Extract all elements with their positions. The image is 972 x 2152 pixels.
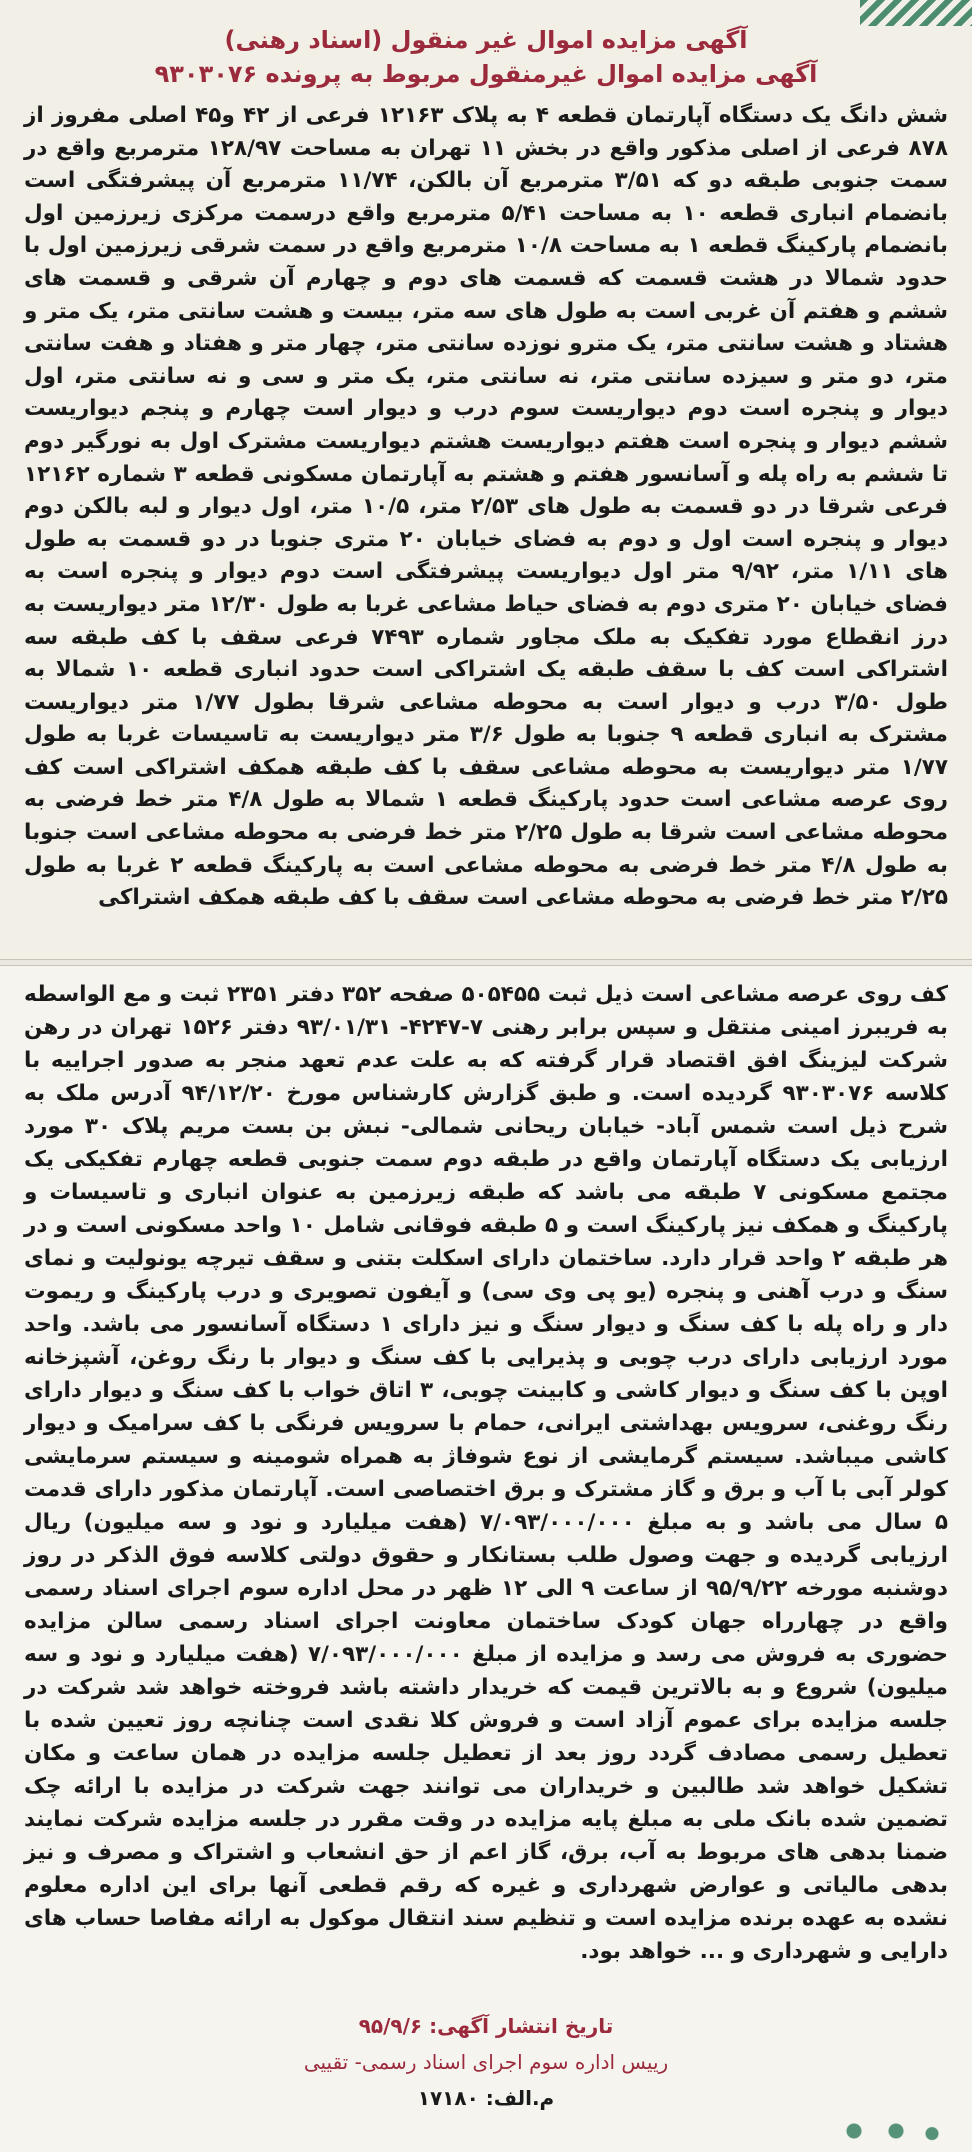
decorative-bottom-ornament — [830, 2118, 950, 2144]
notice-title: آگهی مزایده اموال غیر منقول (اسناد رهنی) — [224, 26, 748, 54]
signature: رییس اداره سوم اجرای اسناد رسمی- تقییی — [303, 2050, 669, 2074]
newspaper-clip-top — [0, 0, 972, 960]
decorative-corner-ornament — [860, 0, 972, 26]
notice-body-part-two: کف روی عرصه مشاعی است ذیل ثبت ۵۰۵۴۵۵ صفحه ۳۵۲ دفتر ۲۳۵۱ ثبت و مع الواسطه به فریبرز امینی منتقل و سپس برابر رهنی ۷-۴۲۴۷- ۹۳/۰۱/۳۱ دفتر ۱۵۲۶ تهران در رهن شرکت لیزینگ افق اقتصاد قرار گرفته که به علت عدم تعهد منجر به صدور اجراییه با کلاسه ۹۳۰۳۰۷۶ گردیده است. و طبق گزارش کارشناس مورخ ۹۴/۱۲/۲۰ آدرس ملک به شرح ذیل است شمس آباد- خیابان ریحانی شمالی- نبش بن بست مریم پلاک ۳۰ مورد ارزیابی یک دستگاه آپارتمان واقع در طبقه دوم سمت جنوبی قطعه چهارم تفکیکی یک مجتمع مسکونی ۷ طبقه می باشد که طبقه زیرزمین به عنوان انباری و تاسیسات و پارکینگ و همکف نیز پارکینگ است و ۵ طبقه فوقانی شامل ۱۰ واحد مسکونی است و در هر طبقه ۲ واحد قرار دارد. ساختمان دارای اسکلت بتنی و سقف تیرچه یونولیت و نمای سنگ و درب آهنی و پنجره (یو پی وی سی) و آیفون تصویری و درب پارکینگ و ریموت دار و راه پله با کف سنگ و دیوار سنگ و نیز دارای ۱ دستگاه آسانسور می باشد. واحد مورد ارزیابی دارای درب چوبی و پذیرایی با کف سنگ و دیوار با رنگ روغن، آشپزخانه اوپن با کف سنگ و دیوار کاشی و کابینت چوبی، ۳ اتاق خواب با کف سنگ و دیوار دارای رنگ روغنی، سرویس بهداشتی ایرانی، حمام با سرویس فرنگی با کف سرامیک و دیوار کاشی میباشد. سیستم گرمایشی از نوع شوفاژ به همراه شومینه و سیستم سرمایشی کولر آبی با آب و برق و گاز مشترک و برق اختصاصی است. آپارتمان مذکور دارای قدمت ۵ سال می باشد و به مبلغ ۷/۰۹۳/۰۰۰/۰۰۰ (هفت میلیارد و نود و سه میلیون) ریال ارزیابی گردیده و جهت وصول طلب بستانکار و حقوق دولتی کلاسه فوق الذکر در روز دوشنبه مورخه ۹۵/۹/۲۲ از ساعت ۹ الی ۱۲ ظهر در محل اداره سوم اجرای اسناد رسمی واقع در چهارراه جهان کودک ساختمان معاونت اجرای اسناد رسمی سالن مزایده حضوری به فروش می رسد و مزایده از مبلغ ۷/۰۹۳/۰۰۰/۰۰۰ (هفت میلیارد و نود و سه میلیون) شروع و به بالاترین قیمت که خریدار داشته باشد فروخته خواهد شد شرکت در جلسه مزایده برای عموم آزاد است و فروش کلا نقدی است چنانچه روز تعیین شده با تعطیل رسمی مصادف گردد روز بعد از تعطیل جلسه مزایده در همان ساعت و مکان تشکیل خواهد شد طالبین و خریداران می توانند جهت شرکت در مزایده با ارائه چک تضمین شده بانک ملی به مبلغ پایه مزایده در وقت مقرر در جلسه مزایده شرکت نمایند ضمنا بدهی های مربوط به آب، برق، گاز اعم از حق انشعاب و اشتراک و مصرف و نیز بدهی مالیاتی و عوارض شهرداری و غیره که رقم قطعی آنها برای این اداره معلوم نشده به عهده برنده مزایده است و تنظیم سند انتقال موکول به ارائه مفاصا حساب های دارایی و شهرداری و ... خواهد بود. — [24, 982, 948, 1964]
reference-code: م.الف: ۱۷۱۸۰ — [417, 2086, 555, 2110]
notice-subtitle: آگهی مزایده اموال غیرمنقول مربوط به پرونده ۹۳۰۳۰۷۶ — [154, 60, 818, 88]
notice-body-part-one: شش دانگ یک دستگاه آپارتمان قطعه ۴ به پلاک ۱۲۱۶۳ فرعی از ۴۲ و۴۵ اصلی مفروز از ۸۷۸ فرعی از اصلی مذکور واقع در بخش ۱۱ تهران به مساحت ۱۲۸/۹۷ مترمربع واقع در سمت جنوبی طبقه دو که ۳/۵۱ مترمربع آن بالکن، ۱۱/۷۴ مترمربع آن پیشرفتگی است بانضمام انباری قطعه ۱۰ به مساحت ۵/۴۱ مترمربع واقع درسمت مرکزی زیرزمین اول بانضمام پارکینگ قطعه ۱ به مساحت ۱۰/۸ مترمربع واقع در سمت شرقی زیرزمین اول با حدود شمالا در هشت قسمت که قسمت های دوم و چهارم آن شرقی و قسمت های ششم و هفتم آن غربی است به طول های سه متر، بیست و هشت سانتی متر، یک متر و هشتاد و هشت سانتی متر، یک مترو نوزده سانتی متر، چهار متر و هفتاد و هفت سانتی متر، دو متر و سیزده سانتی متر، نه سانتی متر، یک متر و سی و نه سانتی متر، اول دیوار و پنجره است دوم دیواریست سوم درب و دیوار است چهارم و پنجم دیواریست ششم دیوار و پنجره است هفتم دیواریست هشتم دیواریست مشترک اول به نورگیر دوم تا ششم به راه پله و آسانسور هفتم و هشتم به آپارتمان مسکونی قطعه ۳ شماره ۱۲۱۶۲ فرعی شرقا در دو قسمت به طول های ۲/۵۳ متر، ۱۰/۵ متر، اول دیوار و لبه بالکن دوم دیوار و پنجره است اول و دوم به فضای خیابان ۲۰ متری جنوبا در دو قسمت به طول های ۱/۱۱ متر، ۹/۹۲ متر اول دیواریست پیشرفتگی است دوم دیوار و پنجره است به فضای خیابان ۲۰ متری دوم به فضای حیاط مشاعی غربا به طول ۱۲/۳۰ متر دیواریست به درز انقطاع مورد تفکیک به ملک مجاور شماره ۷۴۹۳ فرعی سقف با کف طبقه سه اشتراکی است کف با سقف طبقه یک اشتراکی است حدود انباری قطعه ۱۰ شمالا به طول ۳/۵۰ درب و دیوار است به محوطه مشاعی شرقا بطول ۱/۷۷ متر دیواریست مشترک به انباری قطعه ۹ جنوبا به طول ۳/۶ متر دیواریست به تاسیسات غربا به طول ۱/۷۷ متر دیواریست به محوطه مشاعی سقف با کف طبقه همکف اشتراکی است کف روی عرصه مشاعی است حدود پارکینگ قطعه ۱ شمالا به طول ۴/۸ متر خط فرضی به محوطه مشاعی است شرقا به طول ۲/۲۵ متر خط فرضی به محوطه مشاعی است جنوبا به طول ۴/۸ متر خط فرضی به محوطه مشاعی است به پارکینگ قطعه ۲ غربا به طول ۲/۲۵ متر خط فرضی به محوطه مشاعی است سقف با کف طبقه همکف اشتراکی — [24, 103, 949, 911]
publish-date: تاریخ انتشار آگهی: ۹۵/۹/۶ — [358, 2014, 614, 2038]
